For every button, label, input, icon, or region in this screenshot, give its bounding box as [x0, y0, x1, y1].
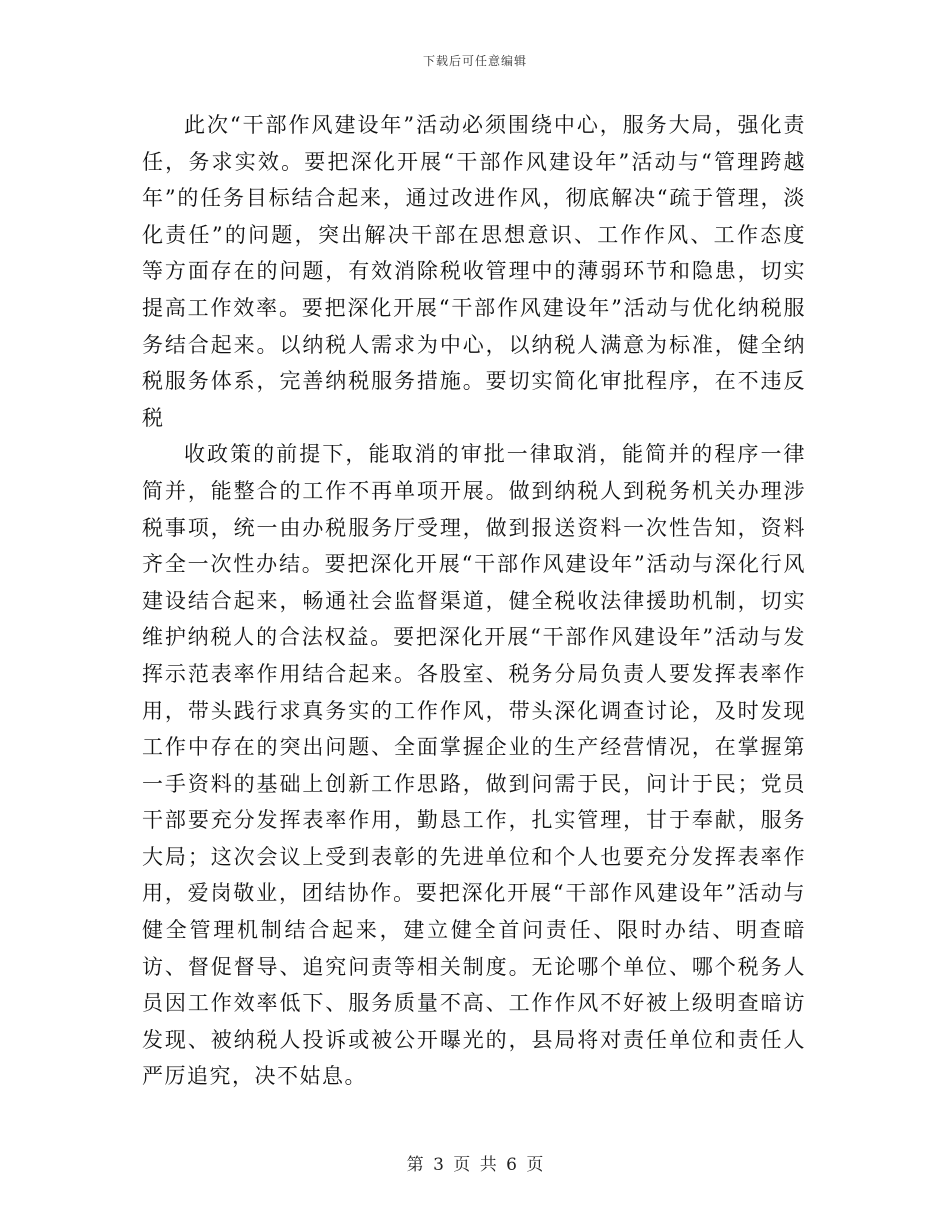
page-number-footer: 第 3 页 共 6 页 — [406, 1155, 544, 1175]
page-header: 下载后可任意编辑 — [422, 54, 527, 68]
body-paragraph: 收政策的前提下，能取消的审批一律取消，能简并的程序一律简并，能整合的工作不再单项开展。做到纳税人到税务机关办理涉税事项，统一由办税服务厅受理，做到报送资料一次性告知，资料齐全一次性办结。要把深化开展“干部作风建设年”活动与深化行风建设结合起来，畅通社会监督渠道，健全税收法律援助机制，切实维护纳税人的合法权益。要把深化开展“干部作风建设年”活动与发挥示范表率作用结合起来。各股室、税务分局负责人要发挥表率作用，带头践行求真务实的工作作风，带头深化调查讨论，及时发现工作中存在的突出问题、全面掌握企业的生产经营情况，在掌握第一手资料的基础上创新工作思路，做到问需于民，问计于民；党员干部要充分发挥表率作用，勤恳工作，扎实管理，甘于奉献，服务大局；这次会议上受到表彰的先进单位和个人也要充分发挥表率作用，爱岗敬业，团结协作。要把深化开展“干部作风建设年”活动与健全管理机制结合起来，建立健全首问责任、限时办结、明查暗访、督促督导、追究问责等相关制度。无论哪个单位、哪个税务人员因工作效率低下、服务质量不高、工作作风不好被上级明查暗访发现、被纳税人投诉或被公开曝光的，县局将对责任单位和责任人严厉追究，决不姑息。 — [142, 442, 806, 1089]
document-body — [142, 107, 806, 1095]
body-paragraph: 此次“干部作风建设年”活动必须围绕中心，服务大局，强化责任，务求实效。要把深化开展“干部作风建设年”活动与“管理跨越年”的任务目标结合起来，通过改进作风，彻底解决“疏于管理，淡化责任”的问题，突出解决干部在思想意识、工作作风、工作态度等方面存在的问题，有效消除税收管理中的薄弱环节和隐患，切实提高工作效率。要把深化开展“干部作风建设年”活动与优化纳税服务结合起来。以纳税人需求为中心，以纳税人满意为标准，健全纳税服务体系，完善纳税服务措施。要切实简化审批程序，在不违反税 — [142, 113, 806, 430]
